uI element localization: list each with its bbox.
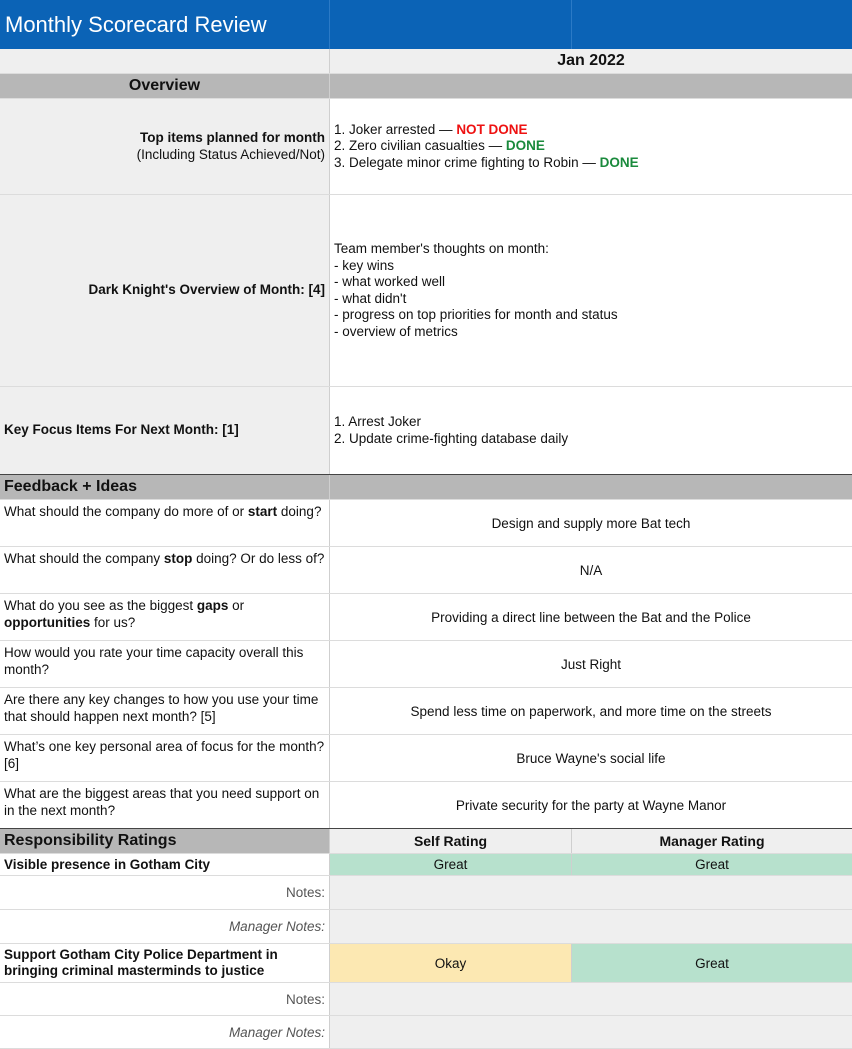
- answer-text: Design and supply more Bat tech: [491, 515, 691, 531]
- status-not-done: NOT DONE: [456, 121, 528, 137]
- rating-value: Great: [433, 857, 468, 872]
- feedback-answer-cell[interactable]: [330, 547, 852, 593]
- overview-line: - key wins: [334, 257, 395, 273]
- notes-cell[interactable]: [330, 876, 852, 909]
- question-text: What are the biggest areas that you need support on in the next month?: [4, 786, 320, 818]
- self-rating-cell[interactable]: [330, 944, 572, 982]
- notes-cell[interactable]: [330, 983, 852, 1015]
- notes-row: [0, 983, 852, 1016]
- key-focus-row: [0, 387, 852, 475]
- month-label: Jan 2022: [557, 52, 625, 69]
- self-rating-cell[interactable]: [330, 854, 572, 875]
- feedback-answer-cell[interactable]: [330, 688, 852, 734]
- title-bar: [0, 0, 852, 49]
- question-text: doing? Or do less of?: [192, 551, 325, 566]
- dark-knight-label: Dark Knight's Overview of Month: [4]: [88, 282, 325, 298]
- dark-knight-label-cell[interactable]: [0, 195, 330, 386]
- overview-header-empty[interactable]: [330, 74, 852, 98]
- feedback-header-row: [0, 475, 852, 500]
- key-focus-cell[interactable]: [330, 387, 852, 474]
- question-text: for us?: [90, 614, 136, 630]
- answer-text: Spend less time on paperwork, and more time on the streets: [410, 703, 772, 719]
- feedback-question-cell[interactable]: [0, 594, 330, 640]
- overview-line: Team member's thoughts on month:: [334, 241, 549, 256]
- question-text: What’s one key personal area of focus for the month? [6]: [4, 739, 325, 771]
- top-item-text: 3. Delegate minor crime fighting to Robin —: [334, 154, 600, 170]
- status-done: DONE: [505, 138, 545, 154]
- answer-text: Private security for the party at Wayne Manor: [455, 797, 727, 813]
- key-focus-label: Key Focus Items For Next Month: [1]: [4, 422, 239, 438]
- overview-header-cell[interactable]: [0, 74, 330, 98]
- feedback-answer-cell[interactable]: [330, 735, 852, 781]
- top-item: [334, 155, 852, 172]
- rating-value: Okay: [434, 955, 467, 971]
- feedback-row: [0, 782, 852, 829]
- overview-line: - progress on top priorities for month and status: [334, 307, 618, 322]
- notes-label: Notes:: [285, 991, 325, 1007]
- key-focus-label-cell[interactable]: [0, 387, 330, 474]
- manager-rating-cell[interactable]: [572, 854, 852, 875]
- manager-rating-cell[interactable]: [572, 944, 852, 982]
- question-text: or: [228, 598, 245, 613]
- title-empty-cell[interactable]: [572, 0, 852, 49]
- dark-knight-cell[interactable]: [330, 195, 852, 386]
- answer-text: Providing a direct line between the Bat and the Police: [431, 609, 751, 625]
- section-title-overview: Overview: [128, 77, 201, 94]
- question-emphasis: gaps: [196, 598, 229, 613]
- manager-notes-label: Manager Notes:: [228, 1024, 325, 1040]
- overview-line: - overview of metrics: [334, 323, 458, 339]
- focus-item: 2. Update crime-fighting database daily: [334, 430, 569, 446]
- responsibility-row: [0, 854, 852, 876]
- top-item-text: 1. Joker arrested —: [334, 121, 457, 137]
- overview-line: - what didn't: [334, 290, 407, 306]
- answer-text: N/A: [579, 562, 603, 578]
- responsibility-name-cell[interactable]: [0, 944, 330, 982]
- top-items-row: [0, 99, 852, 195]
- feedback-header-empty[interactable]: [330, 475, 852, 499]
- manager-notes-cell[interactable]: [330, 1016, 852, 1048]
- responsibility-name: Visible presence in Gotham City: [4, 857, 211, 872]
- top-items-cell[interactable]: [330, 99, 852, 194]
- question-text: What should the company: [4, 551, 164, 566]
- question-emphasis: stop: [163, 551, 193, 566]
- focus-item: 1. Arrest Joker: [334, 414, 422, 429]
- answer-text: Just Right: [560, 656, 622, 672]
- manager-rating-label: Manager Rating: [659, 833, 765, 849]
- question-emphasis: opportunities: [4, 614, 91, 630]
- feedback-row: [0, 641, 852, 688]
- responsibility-header-row: [0, 829, 852, 854]
- feedback-question-cell[interactable]: [0, 547, 330, 593]
- manager-notes-label-cell[interactable]: [0, 910, 330, 943]
- feedback-row: [0, 547, 852, 594]
- question-text: What do you see as the biggest: [4, 598, 197, 613]
- notes-label: Notes:: [285, 885, 325, 900]
- rating-value: Great: [695, 955, 729, 971]
- responsibility-header-cell[interactable]: [0, 829, 330, 853]
- month-row: [0, 49, 852, 74]
- question-text: How would you rate your time capacity overall this month?: [4, 645, 304, 677]
- overview-header-row: [0, 74, 852, 99]
- question-text: What should the company do more of or: [4, 504, 248, 519]
- page-title: Monthly Scorecard Review: [5, 12, 267, 37]
- manager-notes-cell[interactable]: [330, 910, 852, 943]
- manager-notes-row: [0, 910, 852, 944]
- month-cell[interactable]: [330, 49, 852, 73]
- feedback-answer-cell[interactable]: [330, 782, 852, 828]
- section-title-feedback: Feedback + Ideas: [4, 478, 137, 495]
- section-title-responsibility: Responsibility Ratings: [4, 832, 177, 849]
- responsibility-name: Support Gotham City Police Department in bringing criminal masterminds to justice: [4, 947, 278, 978]
- feedback-question-cell[interactable]: [0, 782, 330, 828]
- feedback-question-cell[interactable]: [0, 688, 330, 734]
- feedback-question-cell[interactable]: [0, 500, 330, 546]
- self-rating-label: Self Rating: [413, 833, 488, 849]
- title-empty-cell[interactable]: [330, 0, 572, 49]
- top-items-sublabel: (Including Status Achieved/Not): [136, 146, 325, 162]
- answer-text: Bruce Wayne's social life: [516, 750, 666, 766]
- rating-value: Great: [695, 857, 729, 872]
- top-items-label: Top items planned for month: [140, 130, 325, 145]
- status-done: DONE: [599, 154, 639, 170]
- feedback-question-cell[interactable]: [0, 641, 330, 687]
- manager-rating-header[interactable]: [572, 829, 852, 853]
- notes-row: [0, 876, 852, 910]
- responsibility-name-cell[interactable]: [0, 854, 330, 875]
- feedback-answer-cell[interactable]: [330, 500, 852, 546]
- notes-label-cell[interactable]: [0, 876, 330, 909]
- top-item-text: 2. Zero civilian casualties —: [334, 138, 506, 154]
- feedback-question-cell[interactable]: [0, 735, 330, 781]
- month-label-cell[interactable]: [0, 49, 330, 73]
- feedback-row: [0, 594, 852, 641]
- self-rating-header[interactable]: [330, 829, 572, 853]
- question-emphasis: start: [247, 504, 278, 519]
- dark-knight-row: [0, 195, 852, 387]
- question-text: Are there any key changes to how you use your time that should happen next month? [5]: [4, 692, 319, 724]
- manager-notes-label-cell[interactable]: [0, 1016, 330, 1048]
- manager-notes-row: [0, 1016, 852, 1049]
- question-text: doing?: [277, 504, 322, 519]
- overview-line: - what worked well: [334, 274, 446, 289]
- manager-notes-label: Manager Notes:: [228, 919, 325, 934]
- feedback-answer-cell[interactable]: [330, 641, 852, 687]
- feedback-row: [0, 688, 852, 735]
- responsibility-row: [0, 944, 852, 983]
- feedback-answer-cell[interactable]: [330, 594, 852, 640]
- feedback-row: [0, 735, 852, 782]
- notes-label-cell[interactable]: [0, 983, 330, 1015]
- title-cell[interactable]: [0, 0, 330, 49]
- top-item: [334, 138, 852, 155]
- top-item: [334, 122, 852, 139]
- feedback-header-cell[interactable]: [0, 475, 330, 499]
- feedback-row: [0, 500, 852, 547]
- top-items-label-cell[interactable]: [0, 99, 330, 194]
